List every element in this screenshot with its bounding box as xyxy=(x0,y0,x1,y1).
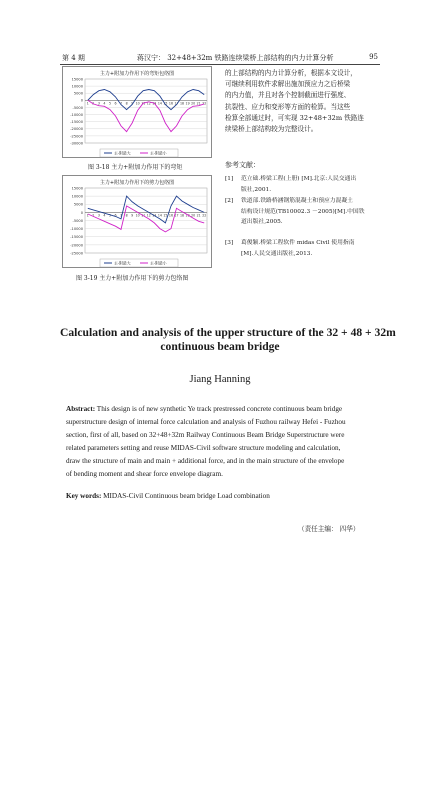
x-tick-label: 4 xyxy=(103,213,106,218)
y-tick-label: 5000 xyxy=(73,91,83,96)
english-title-line: Calculation and analysis of the upper structure of the 32 + 48 + 32m xyxy=(60,326,396,339)
issue-number: 第 4 期 xyxy=(62,54,85,62)
y-tick-label: 0 xyxy=(80,210,83,215)
x-tick-label: 12 xyxy=(146,213,151,218)
x-tick-label: 13 xyxy=(152,101,157,106)
x-tick-label: 2 xyxy=(92,213,95,218)
legend-label: 主-附最小 xyxy=(150,260,167,266)
x-tick-label: 10 xyxy=(135,213,140,218)
page-number: 95 xyxy=(369,53,378,61)
x-tick-label: 17 xyxy=(174,213,179,218)
y-tick-label: 0 xyxy=(80,98,83,103)
abstract-line: section, first of all, based on 32+48+32m Railway Continuous Beam Bridge Superstructure were xyxy=(66,430,345,439)
paragraph-line: 续梁桥上部结构较为完整设计。 xyxy=(225,125,318,134)
plot-area xyxy=(85,79,207,143)
abstract-line: superstructure design of internal force calculation and analysis of Fuzhou railway Hefei - Fuzhou xyxy=(66,417,346,426)
y-tick-label: -10000 xyxy=(70,112,83,117)
header-rule xyxy=(60,64,380,65)
x-tick-label: 2 xyxy=(92,101,95,106)
x-tick-label: 22 xyxy=(202,101,207,106)
abstract-line: This design is of new synthetic Ye track prestressed concrete continuous beam bridge xyxy=(95,405,343,413)
x-tick-label: 11 xyxy=(141,213,146,218)
abstract-line: related parameters setting and reuse MIDAS-Civil software structure modeling and calculation, xyxy=(66,443,341,452)
abstract xyxy=(66,403,378,480)
x-tick-label: 12 xyxy=(146,101,151,106)
x-tick-label: 9 xyxy=(131,101,134,106)
x-tick-label: 13 xyxy=(152,213,157,218)
moment-chart-title: 主力+附加力作用下的弯矩包络图 xyxy=(99,71,175,77)
x-tick-label: 3 xyxy=(97,213,100,218)
x-tick-label: 16 xyxy=(168,101,173,106)
reference-line: 铁道部.铁路桥涵钢筋混凝土和预应力混凝土 xyxy=(241,198,353,204)
english-title-line: continuous beam bridge xyxy=(160,340,280,353)
abstract-line: draw the structure of main and main + additional force, and in the main structure of the envelope xyxy=(66,456,345,465)
x-tick-label: 15 xyxy=(163,213,168,218)
x-tick-label: 6 xyxy=(114,213,117,218)
x-tick-label: 9 xyxy=(131,213,134,218)
x-tick-label: 4 xyxy=(103,101,106,106)
y-tick-label: -15000 xyxy=(70,120,83,125)
paragraph-line: 的上部结构的内力计算分析，根据本文设计， xyxy=(225,69,357,77)
x-tick-label: 20 xyxy=(191,213,196,218)
x-tick-label: 19 xyxy=(185,213,190,218)
english-title xyxy=(60,326,396,354)
x-tick-label: 22 xyxy=(202,213,207,218)
reference-line: 结构设计规范(TB10002.3 －2005)[M].中国铁 xyxy=(241,208,365,215)
shear-chart-svg xyxy=(63,176,213,269)
abstract-line: of bending moment and shear force envelope diagram. xyxy=(66,469,223,478)
x-tick-label: 21 xyxy=(196,213,201,218)
running-title: 蒋汉宁： 32+48+32m 铁路连续梁桥上部结构的内力计算分析 xyxy=(137,54,334,62)
x-tick-label: 11 xyxy=(141,101,146,106)
keywords-text: MIDAS-Civil Continuous beam bridge Load combination xyxy=(101,492,270,500)
x-tick-label: 1 xyxy=(86,213,89,218)
legend-label: 主-附最大 xyxy=(114,260,131,266)
moment-envelope-chart xyxy=(62,66,212,158)
y-tick-label: 10000 xyxy=(71,194,83,199)
keywords xyxy=(66,492,270,500)
x-tick-label: 14 xyxy=(157,213,162,218)
x-tick-label: 14 xyxy=(157,101,162,106)
abstract-label: Abstract: xyxy=(66,405,96,413)
running-header xyxy=(62,53,378,63)
shear-chart-title: 主力+附加力作用下的剪力包络图 xyxy=(99,180,175,186)
paragraph-line: 检算全部通过时，可实现 32+48+32m 铁路连 xyxy=(225,113,364,122)
y-tick-label: -20000 xyxy=(70,243,83,248)
x-tick-label: 18 xyxy=(180,213,185,218)
x-tick-label: 8 xyxy=(125,213,128,218)
x-tick-label: 6 xyxy=(114,101,117,106)
references-heading: 参考文献： xyxy=(225,161,260,169)
y-tick-label: -30000 xyxy=(70,141,83,146)
reference-line: 葛俊颖.桥梁工程软件 midas Civil 使用指南 xyxy=(241,240,355,246)
reference-number: [3] xyxy=(225,240,234,246)
x-tick-label: 15 xyxy=(163,101,168,106)
author-name: Jiang Hanning xyxy=(189,374,251,385)
x-tick-label: 17 xyxy=(174,101,179,106)
y-tick-label: -5000 xyxy=(72,105,83,110)
y-tick-label: 5000 xyxy=(73,202,83,207)
y-tick-label: 15000 xyxy=(71,77,83,82)
x-tick-label: 7 xyxy=(120,213,123,218)
x-tick-label: 21 xyxy=(196,101,201,106)
x-tick-label: 10 xyxy=(135,101,140,106)
y-tick-label: -20000 xyxy=(70,127,83,132)
x-tick-label: 20 xyxy=(191,101,196,106)
paragraph-line: 抗裂性、应力和变形等方面的检算。当这些 xyxy=(225,102,351,111)
reference-line: 范立础.桥梁工程(上册) [M].北京:人民交通出 xyxy=(241,176,357,182)
y-tick-label: -5000 xyxy=(72,218,83,223)
y-tick-label: -15000 xyxy=(70,235,83,240)
editor-note: （责任主编： 四华） xyxy=(298,525,360,533)
x-tick-label: 8 xyxy=(125,101,128,106)
x-tick-label: 18 xyxy=(180,101,185,106)
y-tick-label: -10000 xyxy=(70,227,83,232)
y-tick-label: -25000 xyxy=(70,134,83,139)
reference-number: [1] xyxy=(225,176,234,182)
x-tick-label: 1 xyxy=(86,101,89,106)
x-tick-label: 3 xyxy=(97,101,100,106)
reference-number: [2] xyxy=(225,198,234,204)
paragraph-line: 可继续利用软件求解出施加预应力之后桥梁 xyxy=(225,80,351,89)
figure-caption-3-18: 图 3-18 主力+附加力作用下的弯矩 xyxy=(88,164,183,171)
y-tick-label: -25000 xyxy=(70,251,83,256)
moment-chart-svg xyxy=(63,67,213,159)
reference-line: 道出版社,2005. xyxy=(241,219,283,225)
x-tick-label: 16 xyxy=(168,213,173,218)
reference-line: 版社,2001. xyxy=(241,186,272,193)
x-tick-label: 5 xyxy=(108,213,111,218)
x-tick-label: 19 xyxy=(185,101,190,106)
keywords-label: Key words: xyxy=(66,492,102,500)
x-tick-label: 5 xyxy=(108,101,111,106)
paragraph-line: 的内力值，并且对各个控制截面进行强度、 xyxy=(225,91,351,100)
y-tick-label: 10000 xyxy=(71,84,83,89)
body-paragraph xyxy=(225,68,380,135)
shear-envelope-chart xyxy=(62,175,212,268)
reference-line: [M].人民交通出版社,2013. xyxy=(241,250,313,257)
legend-label: 主-附最小 xyxy=(150,150,167,156)
figure-caption-3-19: 图 3-19 主力+附加力作用下的剪力包络图 xyxy=(76,275,189,282)
x-tick-label: 7 xyxy=(120,101,123,106)
y-tick-label: 15000 xyxy=(71,186,83,191)
legend-label: 主-附最大 xyxy=(114,150,131,156)
